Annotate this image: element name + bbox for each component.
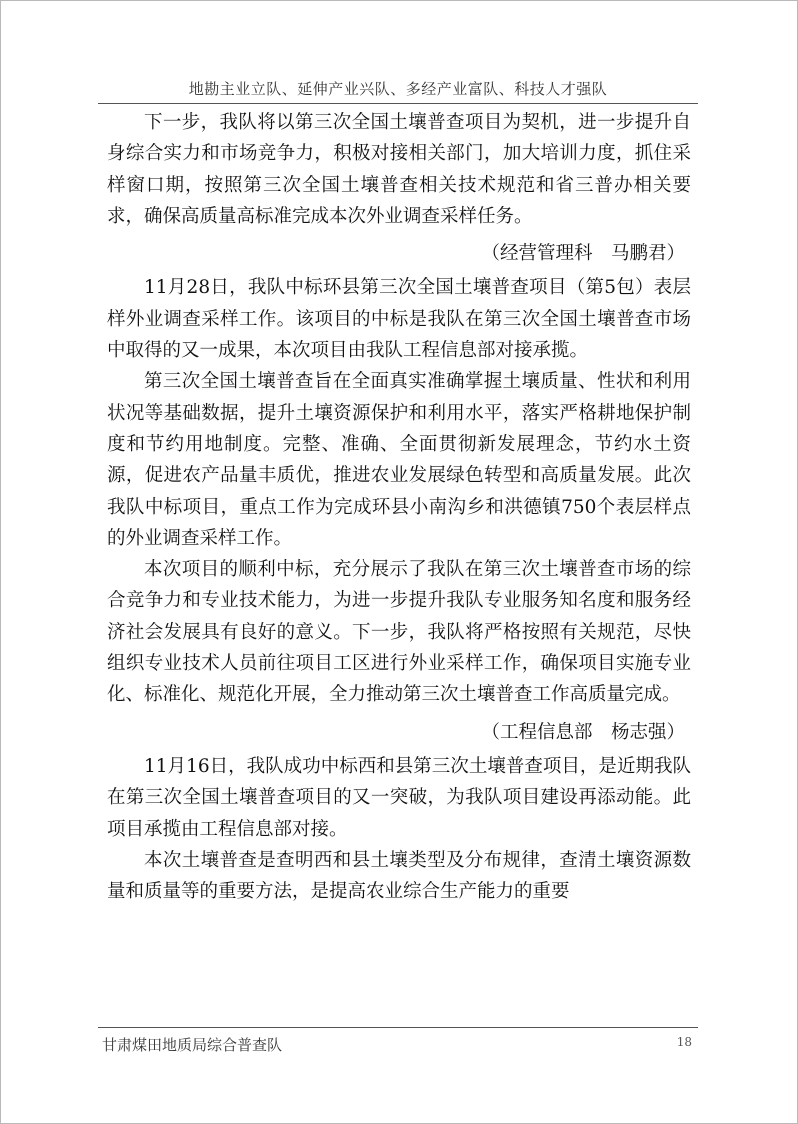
paragraph-huanxian-bid: 11月28日，我队中标环县第三次全国土壤普查项目（第5包）表层样外业调查采样工作。该项目的中标是我队在第三次全国土壤普查市场中取得的又一成果，本次项目由我队工程信息部对接承揽。 — [107, 277, 691, 362]
signature-line: （工程信息部 杨志强） — [481, 721, 685, 743]
header-divider — [98, 103, 698, 104]
paragraph-soil-census-purpose: 第三次全国土壤普查旨在全面真实准确掌握土壤质量、性状和利用状况等基础数据，提升土壤资源保护和利用水平，落实严格耕地保护制度和节约用地制度。完整、准确、全面贯彻新发展理念，节约水土资源，促进农产品量丰质优，推进农业发展绿色转型和高质量发展。此次我队中标项目，重点工作为完成环县小南沟乡和洪德镇750个表层样点的外业调查采样工作。 — [107, 371, 691, 549]
paragraph-xihe-bid: 11月16日，我队成功中标西和县第三次土壤普查项目，是近期我队在第三次全国土壤普查项目的又一突破，为我队项目建设再添动能。此项目承揽由工程信息部对接。 — [107, 755, 691, 840]
page-number: 18 — [676, 1035, 692, 1049]
page-header-slogan: 地勘主业立队、延伸产业兴队、多经产业富队、科技人才强队 — [188, 80, 608, 98]
footer-divider — [98, 1027, 698, 1028]
footer-organization: 甘肃煤田地质局综合普查队 — [102, 1036, 283, 1054]
paragraph-xihe-census: 本次土壤普查是查明西和县土壤类型及分布规律，查清土壤资源数量和质量等的重要方法，是提高农业综合生产能力的重要 — [107, 849, 691, 903]
signature-line: （经营管理科 马鹏君） — [481, 243, 685, 265]
document-body — [107, 107, 691, 907]
paragraph-bid-significance: 本次项目的顺利中标，充分展示了我队在第三次土壤普查市场的综合竞争力和专业技术能力，为进一步提升我队专业服务知名度和服务经济社会发展具有良好的意义。下一步，我队将严格按照有关规范，尽快组织专业技术人员前往项目工区进行外业采样工作，确保项目实施专业化、标准化、规范化开展，全力推动第三次土壤普查工作高质量完成。 — [107, 559, 691, 706]
paragraph-next-step: 下一步，我队将以第三次全国土壤普查项目为契机，进一步提升自身综合实力和市场竞争力，积极对接相关部门，加大培训力度，抓住采样窗口期，按照第三次全国土壤普查相关技术规范和省三普办相关要求，确保高质量高标准完成本次外业调查采样任务。 — [107, 112, 691, 227]
